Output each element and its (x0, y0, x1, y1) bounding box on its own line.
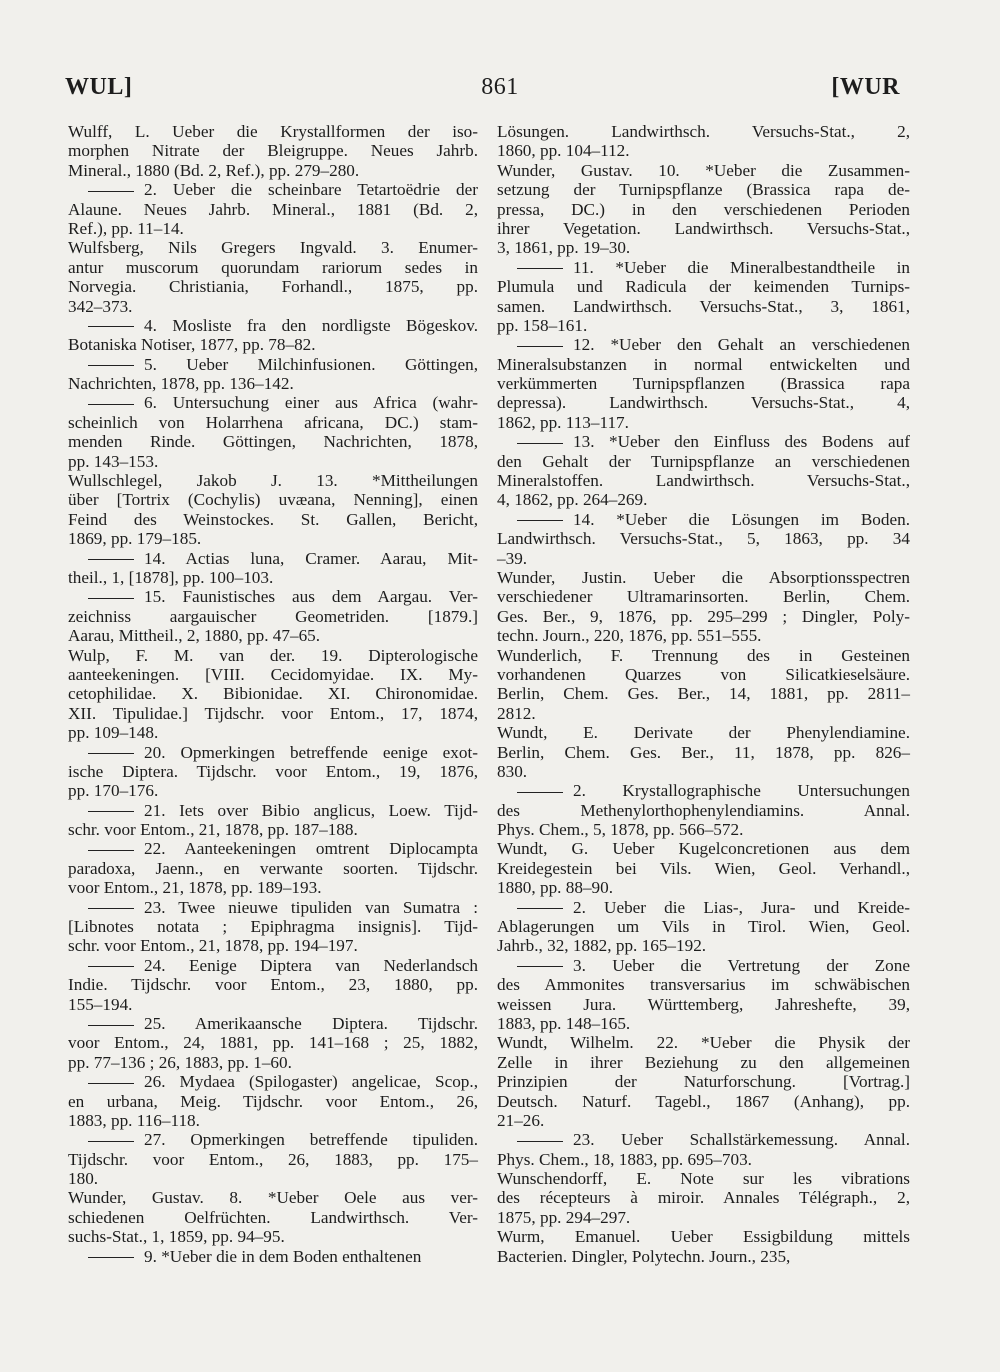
text-line: ihrer Vegetation. Landwirthsch. Versuchs-Stat., (497, 218, 910, 238)
ditto-rule (517, 1141, 563, 1142)
text-line: [Libnotes notata ; Epiphragma insignis]. Tijd- (68, 917, 478, 937)
text-line (68, 1014, 478, 1033)
text-line: Wurm, Emanuel. Ueber Essigbildung mittels (497, 1227, 910, 1247)
text-line: cetophilidae. X. Bibionidae. XI. Chironomidae. (68, 684, 478, 704)
text-line: Bacterien. Dingler, Polytechn. Journ., 235, (497, 1246, 791, 1266)
text-line: Wunder, Gustav. 10. *Ueber die Zusammen- (497, 160, 910, 180)
text-line: 1883, pp. 116–118. (68, 1110, 200, 1130)
ditto-rule (517, 908, 563, 909)
text-line: 1860, pp. 104–112. (497, 141, 630, 161)
running-head-right: [WUR (831, 74, 900, 100)
line-text: 21. Iets over Bibio anglicus, Loew. Tijd- (144, 800, 478, 820)
text-line (68, 898, 478, 917)
text-line: Lösungen. Landwirthsch. Versuchs-Stat., 2, (497, 122, 910, 141)
line-text: 14. *Ueber die Lösungen im Boden. (573, 509, 910, 529)
line-text: 26. Mydaea (Spilogaster) angelicae, Scop., (144, 1072, 478, 1092)
ditto-rule (88, 1141, 134, 1142)
text-line: 1880, pp. 88–90. (497, 878, 614, 898)
text-line: 342–373. (68, 296, 133, 316)
text-line: aanteekeningen. [VIII. Cecidomyidae. IX. My- (68, 664, 478, 684)
text-line (497, 510, 910, 529)
line-text: 25. Amerikaansche Diptera. Tijdschr. (144, 1013, 478, 1033)
text-line: ische Diptera. Tijdschr. voor Entom., 19, 1876, (68, 761, 478, 781)
text-line: depressa). Landwirthsch. Versuchs-Stat., 4, (497, 393, 910, 413)
text-line: Feind des Weinstockes. St. Gallen, Bericht, (68, 509, 478, 529)
running-head-left: WUL] (65, 74, 133, 100)
text-line: Ges. Ber., 9, 1876, pp. 295–299 ; Dingler, Poly- (497, 606, 910, 626)
text-line: des récepteurs à miroir. Annales Télégraph., 2, (497, 1188, 910, 1208)
text-line: Phys. Chem., 18, 1883, pp. 695–703. (497, 1149, 752, 1169)
text-line: 2812. (497, 703, 536, 723)
ditto-rule (88, 1083, 134, 1084)
text-line (497, 335, 910, 354)
text-line: schiedenen Oelfrüchten. Landwirthsch. Ver- (68, 1207, 478, 1227)
text-line: schr. voor Entom., 21, 1878, pp. 187–188. (68, 820, 358, 840)
line-text: 2. Krystallographische Untersuchungen (573, 781, 910, 801)
text-line: 155–194. (68, 994, 133, 1014)
text-line: Berlin, Chem. Ges. Ber., 14, 1881, pp. 2811– (497, 684, 910, 704)
text-line: Wunschendorff, E. Note sur les vibrations (497, 1169, 910, 1189)
text-line: Plumula und Radicula der keimenden Turnips- (497, 277, 910, 297)
text-line (68, 355, 478, 374)
text-line: pressa, DC.) in den verschiedenen Perioden (497, 199, 910, 219)
text-line: 1869, pp. 179–185. (68, 529, 202, 549)
line-text: 15. Faunistisches aus dem Aargau. Ver- (144, 587, 478, 607)
text-line: Norvegia. Christiania, Forhandl., 1875, pp. (68, 277, 478, 297)
text-line: den Gehalt der Turnipspflanze an verschiedenen (497, 451, 910, 471)
text-line: voor Entom., 21, 1878, pp. 189–193. (68, 878, 322, 898)
text-line: 3, 1861, pp. 19–30. (497, 238, 631, 258)
text-line: pp. 158–161. (497, 315, 588, 335)
text-line: 1875, pp. 294–297. (497, 1207, 631, 1227)
text-line (68, 180, 478, 199)
text-line: scheinlich von Holarrhena africana, DC.) stam- (68, 412, 478, 432)
text-line (68, 587, 478, 606)
text-line: setzung der Turnipspflanze (Brassica rapa de- (497, 180, 910, 200)
text-line: pp. 77–136 ; 26, 1883, pp. 1–60. (68, 1052, 292, 1072)
ditto-rule (88, 850, 134, 851)
text-line: samen. Landwirthsch. Versuchs-Stat., 3, 1861, (497, 296, 910, 316)
text-line: Jahrb., 32, 1882, pp. 165–192. (497, 936, 707, 956)
text-line (68, 549, 478, 568)
text-line: Tijdschr. voor Entom., 26, 1883, pp. 175– (68, 1149, 478, 1169)
ditto-rule (517, 792, 563, 793)
text-line: Phys. Chem., 5, 1878, pp. 566–572. (497, 820, 744, 840)
text-line: XII. Tipulidae.] Tijdschr. voor Entom., 17, 1874, (68, 703, 478, 723)
text-line (68, 1130, 478, 1149)
ditto-rule (88, 908, 134, 909)
text-line (497, 956, 910, 975)
line-text: 14. Actias luna, Cramer. Aarau, Mit- (144, 548, 478, 568)
line-text: 6. Untersuchung einer aus Africa (wahr- (144, 393, 478, 413)
text-line (497, 258, 910, 277)
text-line: Deutsch. Naturf. Tagebl., 1867 (Anhang), pp. (497, 1091, 910, 1111)
text-line: Wunder, Justin. Ueber die Absorptionsspectren (497, 567, 910, 587)
text-line: Botaniska Notiser, 1877, pp. 78–82. (68, 335, 316, 355)
text-line (68, 316, 478, 335)
text-line: Wullschlegel, Jakob J. 13. *Mittheilungen (68, 471, 478, 491)
text-line (68, 801, 478, 820)
text-line: antur muscorum quorundam rariorum sedes in (68, 257, 478, 277)
text-line: zeichniss aargauischer Geometriden. [1879.] (68, 606, 478, 626)
ditto-rule (88, 753, 134, 754)
text-line: Wulp, F. M. van der. 19. Dipterologische (68, 645, 478, 665)
text-line: 1862, pp. 113–117. (497, 412, 629, 432)
text-line: Mineralstoffen. Landwirthsch. Versuchs-Stat., (497, 471, 910, 491)
line-text: 23. Ueber Schallstärkemessung. Annal. (573, 1130, 910, 1150)
text-line: 1883, pp. 148–165. (497, 1013, 631, 1033)
text-line (497, 781, 910, 800)
ditto-rule (88, 559, 134, 560)
text-line: paradoxa, Jaenn., en verwante soorten. Tijdschr. (68, 858, 478, 878)
ditto-rule (517, 443, 563, 444)
text-line: verschiedener Ultramarinsorten. Berlin, Chem. (497, 587, 910, 607)
text-line: Wulff, L. Ueber die Krystallformen der iso- (68, 122, 478, 141)
text-line: pp. 109–148. (68, 723, 159, 743)
ditto-rule (517, 520, 563, 521)
text-line: Nachrichten, 1878, pp. 136–142. (68, 374, 294, 394)
text-line (497, 898, 910, 917)
line-text: 23. Twee nieuwe tipuliden van Sumatra : (144, 897, 478, 917)
text-line: Alaune. Neues Jahrb. Mineral., 1881 (Bd. 2, (68, 199, 478, 219)
text-line: 21–26. (497, 1110, 545, 1130)
line-text: 24. Eenige Diptera van Nederlandsch (144, 955, 478, 975)
text-line (497, 1130, 910, 1149)
text-line: theil., 1, [1878], pp. 100–103. (68, 567, 274, 587)
text-line: morphen Nitrate der Bleigruppe. Neues Jahrb. (68, 141, 478, 161)
text-line: Wundt, G. Ueber Kugelconcretionen aus dem (497, 839, 910, 859)
ditto-rule (88, 598, 134, 599)
text-line: verkümmerten Turnipspflanzen (Brassica rapa (497, 374, 910, 394)
line-text: 22. Aanteekeningen omtrent Diplocampta (144, 839, 478, 859)
text-line: Zelle in ihrer Beziehung zu den allgemeinen (497, 1052, 910, 1072)
ditto-rule (517, 268, 563, 269)
text-line: Prinzipien der Naturforschung. [Vortrag.] (497, 1072, 910, 1092)
ditto-rule (88, 966, 134, 967)
line-text: 27. Opmerkingen betreffende tipuliden. (144, 1130, 478, 1150)
line-text: 2. Ueber die scheinbare Tetartoëdrie der (144, 180, 478, 200)
text-line: 830. (497, 761, 528, 781)
ditto-rule (517, 966, 563, 967)
line-text: 11. *Ueber die Mineralbestandtheile in (573, 257, 910, 277)
line-text: 13. *Ueber den Einfluss des Bodens auf (573, 432, 910, 452)
line-text: 4. Mosliste fra den nordligste Bögeskov. (144, 315, 478, 335)
text-line: techn. Journ., 220, 1876, pp. 551–555. (497, 626, 762, 646)
text-line: Landwirthsch. Versuchs-Stat., 5, 1863, pp. 34 (497, 529, 910, 549)
text-line: Ablagerungen um Vils in Tirol. Wien, Geol. (497, 917, 910, 937)
text-line (68, 1072, 478, 1091)
ditto-rule (88, 326, 134, 327)
text-line: des Methenylorthophenylendiamins. Annal. (497, 800, 910, 820)
text-line: menden Rinde. Göttingen, Nachrichten, 1878, (68, 432, 478, 452)
line-text: 5. Ueber Milchinfusionen. Göttingen, (144, 354, 478, 374)
text-line (68, 956, 478, 975)
text-line: Kreidegestein bei Vils. Wien, Geol. Verhandl., (497, 858, 910, 878)
line-text: 9. *Ueber die in dem Boden enthaltenen (144, 1246, 422, 1266)
text-line: en urbana, Meig. Tijdschr. voor Entom., 26, (68, 1091, 478, 1111)
line-text: 2. Ueber die Lias-, Jura- und Kreide- (573, 897, 910, 917)
right-column (497, 122, 910, 1266)
text-line: Mineral., 1880 (Bd. 2, Ref.), pp. 279–280. (68, 160, 360, 180)
line-text: 20. Opmerkingen betreffende eenige exot- (144, 742, 478, 762)
text-line: schr. voor Entom., 21, 1878, pp. 194–197. (68, 936, 358, 956)
text-line (68, 393, 478, 412)
text-line: Ref.), pp. 11–14. (68, 218, 184, 238)
page-number: 861 (481, 74, 519, 100)
text-line (68, 1247, 478, 1266)
text-line: Wundt, Wilhelm. 22. *Ueber die Physik der (497, 1033, 910, 1053)
ditto-rule (88, 404, 134, 405)
ditto-rule (88, 191, 134, 192)
text-line: suchs-Stat., 1, 1859, pp. 94–95. (68, 1227, 285, 1247)
text-line: 4, 1862, pp. 264–269. (497, 490, 648, 510)
text-line: Aarau, Mittheil., 2, 1880, pp. 47–65. (68, 626, 321, 646)
text-line: weissen Jura. Württemberg, Jahreshefte, 39, (497, 994, 910, 1014)
text-line: vorhandenen Quarzes von Silicatkieselsäure. (497, 664, 910, 684)
text-line (68, 743, 478, 762)
text-line: voor Entom., 24, 1881, pp. 141–168 ; 25, 1882, (68, 1033, 478, 1053)
text-line: des Ammonites transversarius im schwäbischen (497, 975, 910, 995)
line-text: 3. Ueber die Vertretung der Zone (573, 955, 910, 975)
text-line: Mineralsubstanzen in normal entwickelten und (497, 354, 910, 374)
text-line: Berlin, Chem. Ges. Ber., 11, 1878, pp. 826– (497, 742, 910, 762)
text-line: pp. 143–153. (68, 451, 159, 471)
text-line: Wundt, E. Derivate der Phenylendiamine. (497, 723, 910, 743)
text-line: Wunderlich, F. Trennung des in Gesteinen (497, 645, 910, 665)
ditto-rule (88, 365, 134, 366)
text-line: Indie. Tijdschr. voor Entom., 23, 1880, pp. (68, 975, 478, 995)
ditto-rule (517, 346, 563, 347)
text-line (497, 432, 910, 451)
text-line: Wunder, Gustav. 8. *Ueber Oele aus ver- (68, 1188, 478, 1208)
ditto-rule (88, 811, 134, 812)
ditto-rule (88, 1257, 134, 1258)
left-column (68, 122, 478, 1266)
ditto-rule (88, 1025, 134, 1026)
text-line: über [Tortrix (Cochylis) uvæana, Nenning], einen (68, 490, 478, 510)
text-line (68, 839, 478, 858)
line-text: 12. *Ueber den Gehalt an verschiedenen (573, 335, 910, 355)
text-line: 180. (68, 1169, 99, 1189)
text-line: Wulfsberg, Nils Gregers Ingvald. 3. Enumer- (68, 238, 478, 258)
text-line: pp. 170–176. (68, 781, 159, 801)
text-line: –39. (497, 548, 528, 568)
